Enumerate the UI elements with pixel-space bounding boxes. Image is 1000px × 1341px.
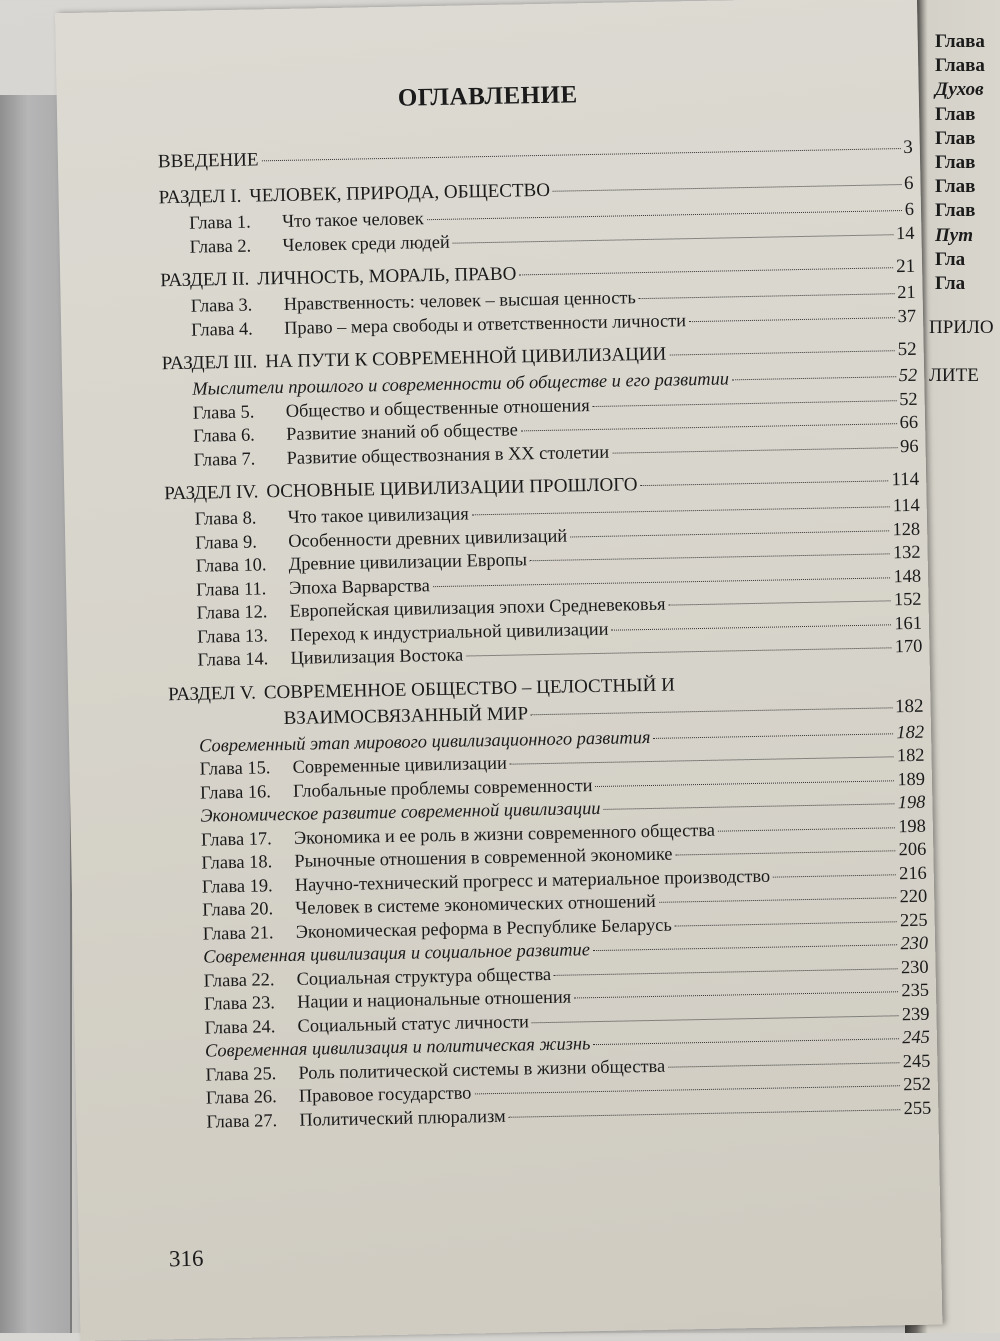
- toc-page: 220: [899, 885, 928, 907]
- page-number: 316: [168, 1245, 204, 1272]
- toc-page: 6: [904, 198, 915, 219]
- adjacent-line: Глав: [935, 103, 976, 125]
- leader-dots: [554, 968, 898, 976]
- chapter-title: Глобальные проблемы современности: [292, 774, 593, 801]
- leader-dots: [519, 267, 893, 275]
- adjacent-line: Глава: [935, 31, 985, 52]
- section-title: СОВРЕМЕННОЕ ОБЩЕСТВО – ЦЕЛОСТНЫЙ И: [263, 674, 676, 703]
- leader-dots: [732, 376, 896, 380]
- section-number: РАЗДЕЛ III.: [161, 351, 258, 375]
- chapter-title: Общество и общественные отношения: [285, 394, 590, 421]
- chapter-title: Эпоха Варварства: [288, 574, 430, 598]
- chapter-title: Развитие обществознания в XX столетии: [286, 441, 610, 468]
- section-title: ОСНОВНЫЕ ЦИВИЛИЗАЦИИ ПРОШЛОГО: [266, 474, 638, 503]
- toc-page: 216: [898, 862, 927, 883]
- adjacent-line: Пут: [935, 224, 973, 246]
- toc-page: 198: [897, 791, 926, 813]
- toc-page: 182: [896, 721, 925, 742]
- toc-page: 114: [892, 494, 920, 516]
- chapter-title: Нации и национальные отношения: [296, 986, 572, 1012]
- chapter-title: Политический плюрализм: [299, 1105, 506, 1130]
- chapter-title: Развитие знаний об обществе: [286, 419, 518, 444]
- chapter-number: Глава 9.: [195, 530, 258, 553]
- chapter-number: Глава 23.: [203, 992, 276, 1014]
- chapter-title: Рыночные отношения в современной экономике: [294, 843, 673, 871]
- section-number: РАЗДЕЛ V.: [167, 682, 257, 705]
- chapter-number: Глава 27.: [206, 1109, 278, 1132]
- leader-dots: [639, 293, 894, 299]
- chapter-number: Глава 10.: [195, 554, 267, 576]
- section-title: ЧЕЛОВЕК, ПРИРОДА, ОБЩЕСТВО: [249, 179, 551, 207]
- leader-dots: [675, 921, 897, 926]
- leader-dots: [611, 624, 891, 630]
- leader-dots: [668, 600, 890, 605]
- toc-page: 52: [899, 388, 918, 409]
- section-number: РАЗДЕЛ II.: [160, 268, 250, 292]
- toc-entry-title: ВВЕДЕНИЕ: [157, 149, 259, 173]
- chapter-number: Глава 4.: [190, 318, 253, 340]
- leader-dots: [510, 756, 894, 764]
- leader-dots: [521, 423, 897, 431]
- leader-dots: [466, 647, 892, 656]
- toc-page: 14: [895, 222, 915, 243]
- chapter-number: Глава 20.: [202, 898, 274, 920]
- leader-dots: [593, 944, 898, 951]
- leader-dots: [675, 850, 895, 855]
- leader-dots: [593, 400, 897, 407]
- chapter-title: Социальный статус личности: [297, 1010, 530, 1036]
- section-title: ВЗАИМОСВЯЗАННЫЙ МИР: [283, 702, 529, 729]
- toc-page: 128: [892, 518, 921, 539]
- leader-dots: [532, 1015, 899, 1023]
- adjacent-line: Глав: [935, 176, 976, 198]
- toc-page: 206: [898, 838, 927, 860]
- leader-dots: [474, 1085, 900, 1094]
- adjacent-line: Глава: [935, 55, 985, 77]
- chapter-number: Глава 18.: [201, 851, 273, 873]
- subsection-title: Современная цивилизация и политическая жизнь: [204, 1033, 591, 1061]
- toc-page: 182: [894, 695, 924, 717]
- chapter-title: Человек в системе экономических отношений: [295, 890, 656, 918]
- leader-dots: [659, 897, 897, 903]
- leader-dots: [530, 553, 890, 561]
- chapter-number: Глава 8.: [194, 507, 257, 529]
- adjacent-line: Глав: [935, 152, 976, 174]
- leader-dots: [570, 530, 889, 537]
- adjacent-line: Гла: [935, 273, 966, 295]
- chapter-title: Человек среди людей: [282, 231, 450, 255]
- leader-dots: [509, 1109, 901, 1118]
- toc-page: 239: [901, 1003, 930, 1024]
- chapter-title: Экономика и ее роль в жизни современного общества: [293, 819, 716, 848]
- adjacent-line: Гла: [935, 248, 966, 270]
- toc-page: 182: [896, 744, 925, 766]
- chapter-number: Глава 26.: [205, 1086, 277, 1108]
- leader-dots: [593, 1038, 899, 1045]
- leader-dots: [612, 447, 897, 453]
- chapter-title: Правовое государство: [298, 1082, 472, 1106]
- chapter-number: Глава 24.: [204, 1015, 276, 1038]
- toc-page: 252: [903, 1073, 931, 1095]
- section-number: РАЗДЕЛ I.: [158, 185, 242, 209]
- chapter-number: Глава 7.: [193, 448, 256, 470]
- chapter-title: Цивилизация Востока: [290, 644, 464, 668]
- chapter-title: Современные цивилизации: [292, 752, 508, 777]
- chapter-number: Глава 12.: [196, 601, 268, 623]
- toc-page: 245: [902, 1026, 931, 1048]
- chapter-title: Переход к индустриальной цивилизации: [289, 618, 609, 645]
- chapter-number: Глава 16.: [199, 780, 272, 803]
- leader-dots: [604, 803, 895, 810]
- subsection-title: Экономическое развитие современной цивилизации: [200, 797, 601, 826]
- chapter-number: Глава 13.: [196, 624, 269, 647]
- leader-dots: [653, 733, 893, 739]
- chapter-title: Что такое цивилизация: [287, 503, 469, 527]
- toc-page: 170: [894, 635, 923, 657]
- chapter-number: Глава 2.: [189, 235, 252, 257]
- leader-dots: [574, 991, 898, 998]
- toc-page: 132: [892, 541, 921, 563]
- leader-dots: [433, 577, 891, 587]
- adjacent-line: Духов: [935, 79, 984, 101]
- leader-dots: [262, 148, 901, 161]
- chapter-title: Научно-технический прогресс и материальное производство: [294, 865, 771, 895]
- page-title: ОГЛАВЛЕНИЕ: [397, 81, 578, 112]
- section-title: ЛИЧНОСТЬ, МОРАЛЬ, ПРАВО: [257, 263, 517, 290]
- chapter-number: Глава 22.: [203, 968, 275, 991]
- toc-page: 6: [903, 172, 914, 195]
- toc-page: 152: [893, 588, 922, 610]
- leader-dots: [531, 707, 892, 715]
- leader-dots: [641, 480, 889, 486]
- leader-dots: [427, 210, 902, 220]
- toc-page: 37: [897, 305, 917, 326]
- toc-page: 235: [901, 979, 930, 1001]
- chapter-title: Экономическая реформа в Республике Беларусь: [295, 914, 672, 942]
- subsection-title: Мыслители прошлого и современности об обществе и его развитии: [192, 368, 730, 399]
- toc-page: 148: [893, 565, 922, 586]
- chapter-title: Роль политической системы в жизни общества: [298, 1055, 666, 1083]
- adjacent-line: ЛИТЕ: [929, 365, 979, 387]
- chapter-number: Глава 5.: [192, 401, 255, 423]
- chapter-title: Право – мера свободы и ответственности личности: [283, 309, 687, 338]
- toc-page: 21: [897, 281, 916, 303]
- toc-page: 52: [897, 338, 917, 361]
- chapter-number: Глава 11.: [195, 577, 267, 600]
- leader-dots: [472, 506, 890, 515]
- leader-dots: [773, 874, 896, 877]
- toc-page: 255: [903, 1097, 932, 1118]
- toc-page: 96: [899, 435, 919, 456]
- toc-page: 230: [900, 956, 929, 977]
- chapter-number: Глава 15.: [199, 757, 271, 779]
- toc-page: 21: [895, 255, 916, 278]
- section-title: НА ПУТИ К СОВРЕМЕННОЙ ЦИВИЛИЗАЦИИ: [265, 343, 667, 373]
- chapter-number: Глава 6.: [193, 424, 255, 446]
- toc-page: 66: [899, 411, 919, 433]
- toc-page: 161: [894, 612, 923, 633]
- adjacent-line: ПРИЛО: [929, 317, 994, 339]
- chapter-number: Глава 1.: [188, 211, 251, 233]
- chapter-number: Глава 3.: [190, 294, 253, 316]
- leader-dots: [689, 317, 895, 322]
- subsection-title: Современная цивилизация и социальное развитие: [203, 939, 591, 967]
- adjacent-line: Глав: [935, 127, 976, 149]
- chapter-number: Глава 19.: [201, 874, 273, 897]
- toc-page: 52: [898, 364, 918, 386]
- chapter-title: Что такое человек: [281, 208, 424, 231]
- toc-page: 114: [891, 468, 920, 491]
- toc-intro[interactable]: [158, 137, 913, 177]
- toc-page: 245: [902, 1050, 931, 1071]
- chapter-number: Глава 17.: [200, 827, 272, 850]
- toc-page: 198: [898, 815, 927, 836]
- leader-dots: [453, 234, 893, 243]
- toc-page: 230: [900, 932, 929, 954]
- adjacent-page-text: [929, 30, 1000, 389]
- toc-page: 189: [897, 768, 926, 789]
- toc-page: 225: [899, 909, 928, 930]
- leader-dots: [553, 184, 901, 192]
- leader-dots: [718, 827, 895, 831]
- leader-dots: [668, 1062, 900, 1067]
- subsection-title: Современный этап мирового цивилизационного развития: [198, 726, 651, 756]
- section-number: РАЗДЕЛ IV.: [164, 481, 259, 505]
- book-page: [55, 0, 942, 1341]
- chapter-title: Социальная структура общества: [296, 963, 552, 989]
- chapter-title: Особенности древних цивилизаций: [288, 525, 568, 551]
- chapter-number: Глава 14.: [197, 648, 269, 670]
- leader-dots: [595, 780, 894, 787]
- adjacent-line: Глав: [935, 200, 976, 222]
- chapter-title: Древние цивилизации Европы: [288, 549, 528, 574]
- toc-page: 3: [903, 136, 914, 159]
- leader-dots: [669, 350, 894, 355]
- table-of-contents: [158, 137, 932, 1135]
- chapter-number: Глава 25.: [205, 1062, 277, 1085]
- chapter-title: Нравственность: человек – высшая ценность: [283, 287, 636, 314]
- chapter-title: Европейская цивилизация эпохи Средневековья: [289, 593, 666, 621]
- chapter-number: Глава 21.: [202, 921, 274, 944]
